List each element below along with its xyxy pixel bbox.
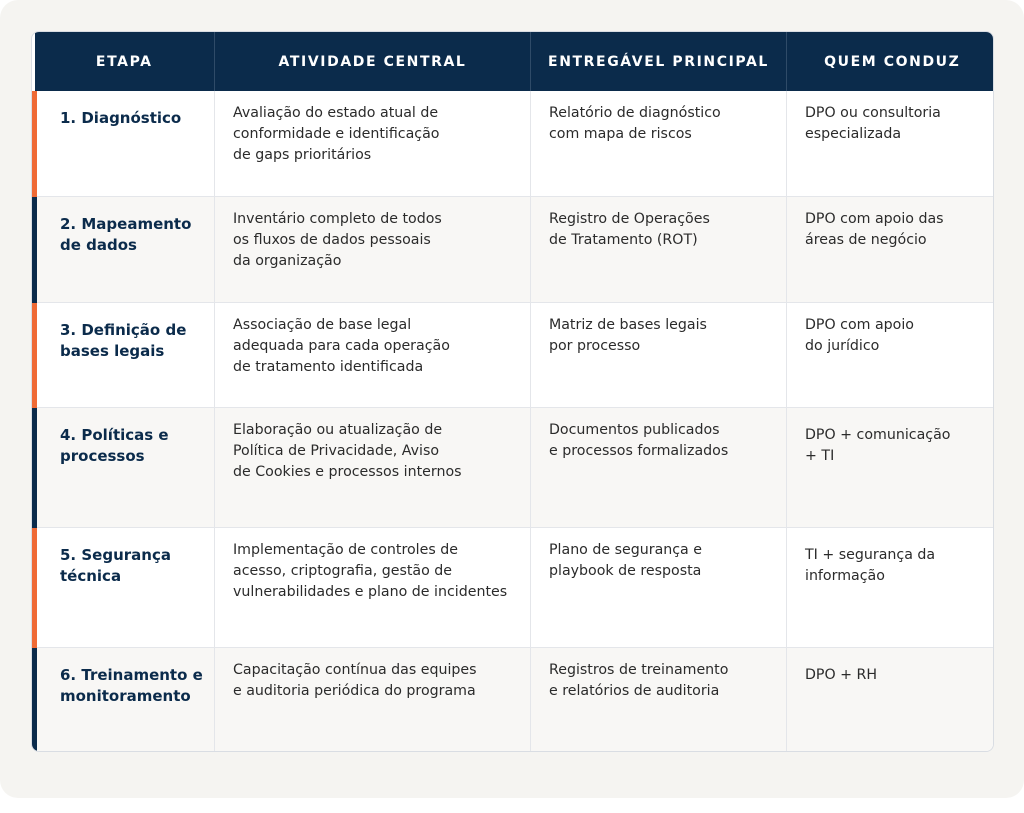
- activity-text: Política de Privacidade, Aviso: [233, 442, 440, 459]
- table-row: [35, 196, 995, 302]
- deliverable-text: Documentos publicados: [549, 421, 720, 438]
- header-quem-conduz: QUEM CONDUZ: [824, 53, 961, 70]
- activity-cell: [215, 647, 531, 751]
- steps-table: [32, 32, 994, 751]
- header-atividade-central: ATIVIDADE CENTRAL: [215, 32, 531, 91]
- owner-cell: [787, 407, 995, 527]
- owner-text: áreas de negócio: [805, 231, 927, 248]
- stage-label: de dados: [60, 235, 137, 254]
- activity-text: da organização: [233, 252, 342, 269]
- stage-label: 6. Treinamento e: [60, 665, 203, 684]
- owner-text: TI + segurança da: [805, 546, 936, 563]
- activity-text: Capacitação contínua das equipes: [233, 661, 477, 678]
- activity-text: adequada para cada operação: [233, 337, 450, 354]
- activity-cell: [215, 302, 531, 407]
- owner-text: + TI: [805, 447, 835, 464]
- stage-label: 2. Mapeamento: [60, 214, 192, 233]
- activity-text: Associação de base legal: [233, 316, 412, 333]
- deliverable-text: Registro de Operações: [549, 210, 710, 227]
- header-entregavel-principal: ENTREGÁVEL PRINCIPAL: [531, 32, 787, 91]
- owner-text: DPO com apoio: [805, 316, 914, 333]
- table-header-row: [35, 32, 995, 91]
- owner-text: DPO com apoio das: [805, 210, 944, 227]
- table-row: [35, 91, 995, 196]
- activity-text: Inventário completo de todos: [233, 210, 442, 227]
- deliverable-text: Registros de treinamento: [549, 661, 729, 678]
- stage-label: técnica: [60, 566, 122, 585]
- owner-cell: [787, 527, 995, 647]
- owner-text: informação: [805, 567, 885, 584]
- owner-cell: [787, 647, 995, 751]
- deliverable-cell: [531, 407, 787, 527]
- activity-text: os fluxos de dados pessoais: [233, 231, 431, 248]
- stage-cell: [35, 407, 215, 527]
- deliverable-text: Plano de segurança e: [549, 541, 702, 558]
- stage-cell: [35, 527, 215, 647]
- activity-text: e auditoria periódica do programa: [233, 682, 476, 699]
- owner-text: especializada: [805, 126, 902, 142]
- activity-cell: [215, 407, 531, 527]
- deliverable-cell: [531, 91, 787, 196]
- deliverable-cell: [531, 647, 787, 751]
- activity-text: acesso, criptografia, gestão de: [233, 562, 453, 579]
- owner-text: DPO ou consultoria: [805, 105, 941, 121]
- deliverable-text: com mapa de riscos: [549, 126, 692, 142]
- deliverable-cell: [531, 527, 787, 647]
- activity-cell: [215, 527, 531, 647]
- stage-label: 3. Definição de: [60, 320, 187, 339]
- deliverable-text: por processo: [549, 337, 641, 354]
- activity-text: vulnerabilidades e plano de incidentes: [233, 583, 508, 600]
- owner-cell: [787, 196, 995, 302]
- owner-text: DPO + RH: [805, 666, 878, 683]
- stage-label: processos: [60, 446, 145, 465]
- activity-text: de Cookies e processos internos: [233, 463, 462, 480]
- activity-cell: [215, 196, 531, 302]
- owner-text: do jurídico: [805, 337, 880, 354]
- header-etapa: ETAPA: [35, 32, 215, 91]
- table-row: [35, 302, 995, 407]
- stage-label: monitoramento: [60, 686, 191, 705]
- stage-cell: [35, 91, 215, 196]
- activity-text: de tratamento identificada: [233, 358, 424, 375]
- stage-label: 4. Políticas e: [60, 425, 169, 444]
- stage-label: 1. Diagnóstico: [60, 109, 182, 127]
- deliverable-text: e processos formalizados: [549, 442, 729, 459]
- stage-cell: [35, 302, 215, 407]
- owner-text: DPO + comunicação: [805, 426, 951, 443]
- activity-cell: [215, 91, 531, 196]
- deliverable-text: Matriz de bases legais: [549, 316, 707, 333]
- table-row: [35, 407, 995, 527]
- owner-cell: [787, 91, 995, 196]
- table-row: [35, 527, 995, 647]
- deliverable-cell: [531, 302, 787, 407]
- activity-text: Avaliação do estado atual de: [233, 105, 439, 121]
- deliverable-cell: [531, 196, 787, 302]
- activity-text: Implementação de controles de: [233, 541, 458, 558]
- table-row: [35, 647, 995, 751]
- stage-label: bases legais: [60, 341, 165, 360]
- deliverable-text: playbook de resposta: [549, 562, 702, 579]
- activity-text: Elaboração ou atualização de: [233, 421, 443, 438]
- activity-text: de gaps prioritários: [233, 147, 372, 163]
- activity-text: conformidade e identificação: [233, 126, 440, 142]
- deliverable-text: de Tratamento (ROT): [549, 231, 698, 248]
- stage-label: 5. Segurança: [60, 545, 171, 564]
- deliverable-text: e relatórios de auditoria: [549, 682, 720, 699]
- lgpd-steps-table: [31, 31, 994, 752]
- owner-cell: [787, 302, 995, 407]
- deliverable-text: Relatório de diagnóstico: [549, 105, 721, 121]
- stage-cell: [35, 647, 215, 751]
- stage-cell: [35, 196, 215, 302]
